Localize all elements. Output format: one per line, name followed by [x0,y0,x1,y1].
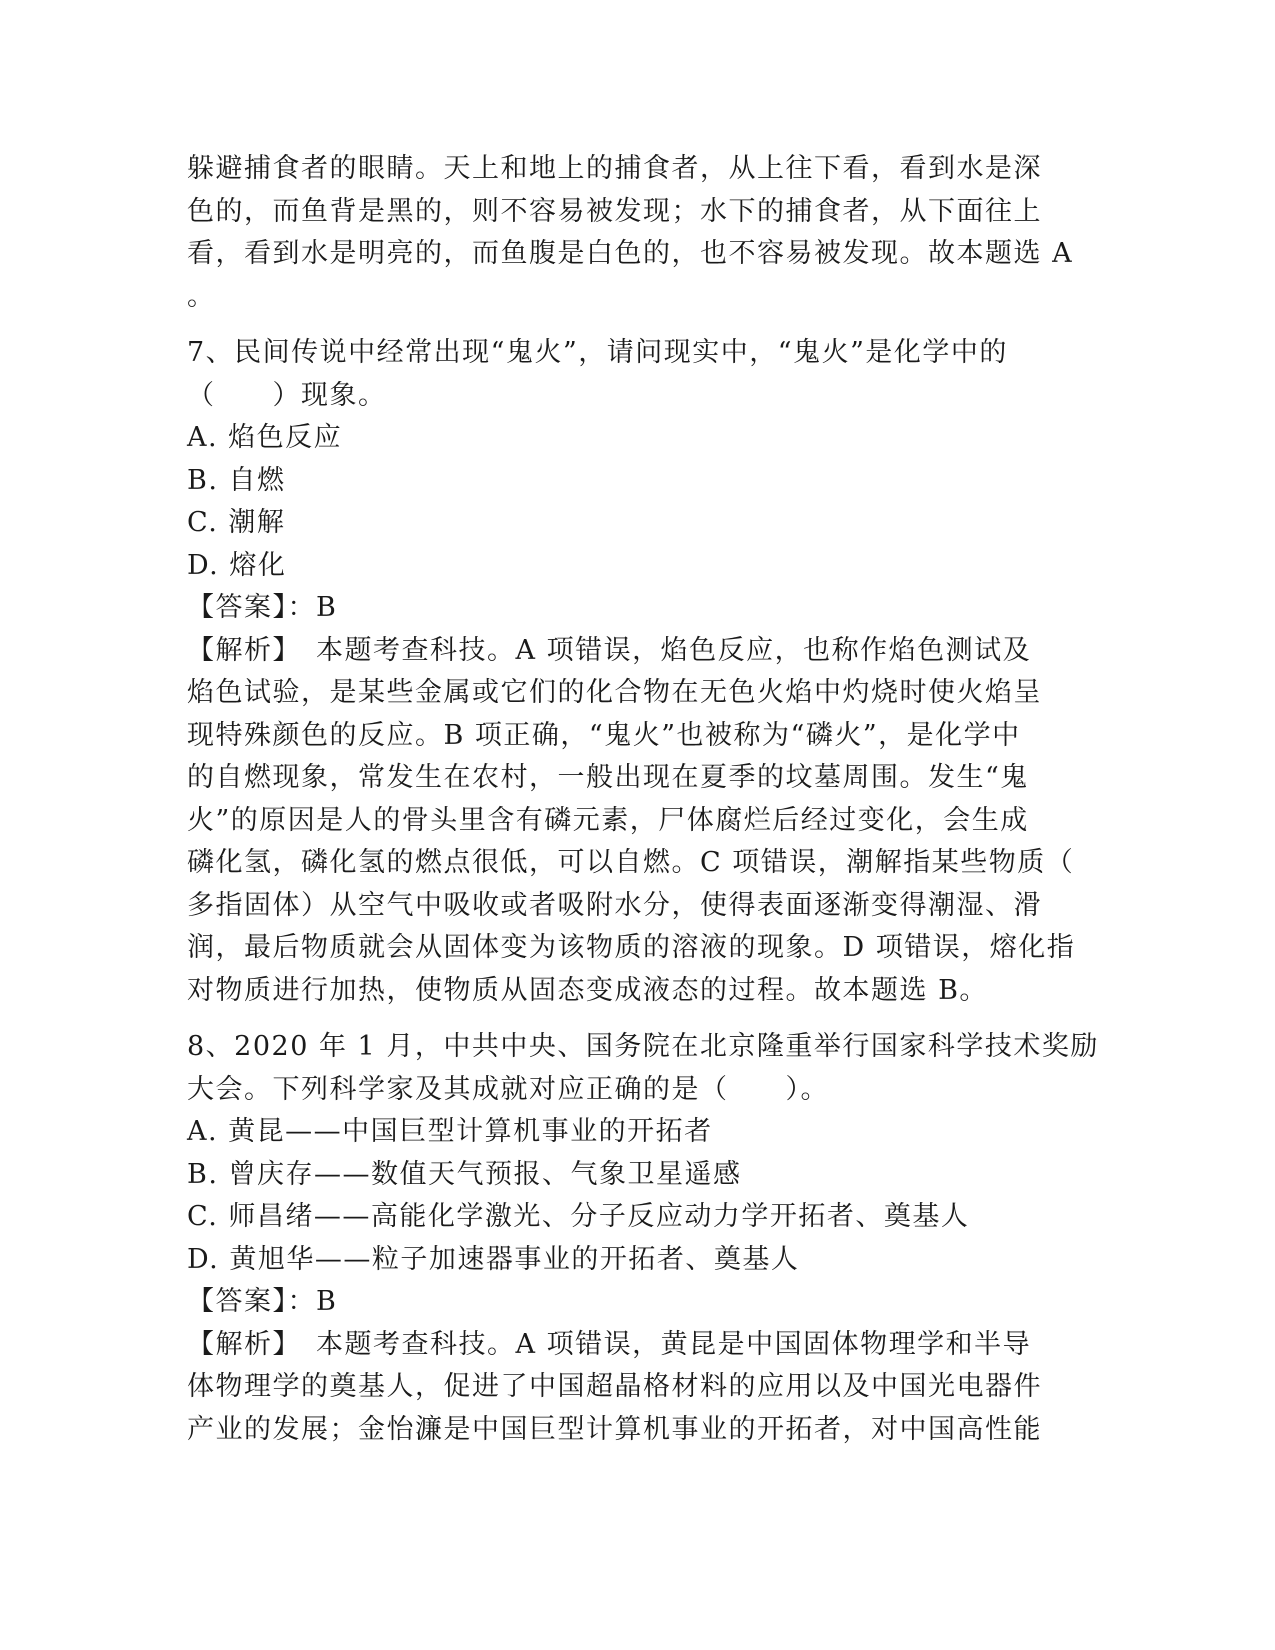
option-a: A. 黄昆——中国巨型计算机事业的开拓者 [187,1116,713,1147]
analysis-line: 润，最后物质就会从固体变为该物质的溶液的现象。D 项错误，熔化指 [187,932,1076,963]
option-b: B. 自燃 [187,464,286,496]
analysis-line: 多指固体）从空气中吸收或者吸附水分，使得表面逐渐变得潮湿、滑 [187,889,1042,921]
option-a: A. 焰色反应 [187,422,343,453]
analysis-line: 产业的发展；金怡濂是中国巨型计算机事业的开拓者，对中国高性能 [187,1413,1042,1445]
analysis-line: 的自燃现象，常发生在农村，一般出现在夏季的坟墓周围。发生“鬼 [187,762,1029,793]
question-text: 8、2020 年 1 月，中共中央、国务院在北京隆重举行国家科学技术奖励 [187,1031,1099,1062]
paragraph-gap [187,1012,1082,1026]
analysis-line: 火”的原因是人的骨头里含有磷元素，尸体腐烂后经过变化，会生成 [187,804,1029,836]
intro-paragraph [187,148,1082,318]
analysis-line: 磷化氢，磷化氢的燃点很低，可以自燃。C 项错误，潮解指某些物质（ [187,847,1075,878]
document-page [187,148,1099,1451]
analysis-paragraph [187,630,1082,1013]
question-text: 大会。下列科学家及其成就对应正确的是（ ）。 [187,1073,829,1105]
text-line: 躲避捕食者的眼睛。天上和地上的捕食者，从上往下看，看到水是深 [187,153,1042,184]
text-line: 色的，而鱼背是黑的，则不容易被发现；水下的捕食者，从下面往上 [187,195,1042,227]
analysis-line: 焰色试验，是某些金属或它们的化合物在无色火焰中灼烧时使火焰呈 [187,677,1042,708]
analysis-line: 体物理学的奠基人，促进了中国超晶格材料的应用以及中国光电器件 [187,1371,1042,1402]
analysis-line: 对物质进行加热，使物质从固态变成液态的过程。故本题选 B。 [187,974,988,1006]
question-8 [187,1026,1099,1451]
question-text: （ ）现象。 [187,379,387,411]
analysis-line: 【解析】 本题考查科技。A 项错误，黄昆是中国固体物理学和半导 [187,1328,1032,1360]
analysis-line: 现特殊颜色的反应。B 项正确，“鬼火”也被称为“磷火”，是化学中 [187,719,1021,751]
text-line: 。 [187,280,216,312]
question-text: 7、民间传说中经常出现“鬼火”，请问现实中，“鬼火”是化学中的 [187,337,1008,368]
option-b: B. 曾庆存——数值天气预报、气象卫星遥感 [187,1158,742,1190]
paragraph-gap [187,318,1082,332]
answer-line: 【答案】：B [187,1286,338,1317]
question-7 [187,332,1082,1012]
option-d: D. 黄旭华——粒子加速器事业的开拓者、奠基人 [187,1243,800,1275]
option-d: D. 熔化 [187,549,287,581]
option-c: C. 潮解 [187,507,286,538]
answer-line: 【答案】：B [187,592,338,623]
option-c: C. 师昌绪——高能化学激光、分子反应动力学开拓者、奠基人 [187,1201,970,1232]
analysis-paragraph [187,1324,1082,1452]
text-line: 看，看到水是明亮的，而鱼腹是白色的，也不容易被发现。故本题选 A [187,238,1074,269]
analysis-line: 【解析】 本题考查科技。A 项错误，焰色反应，也称作焰色测试及 [187,634,1032,666]
